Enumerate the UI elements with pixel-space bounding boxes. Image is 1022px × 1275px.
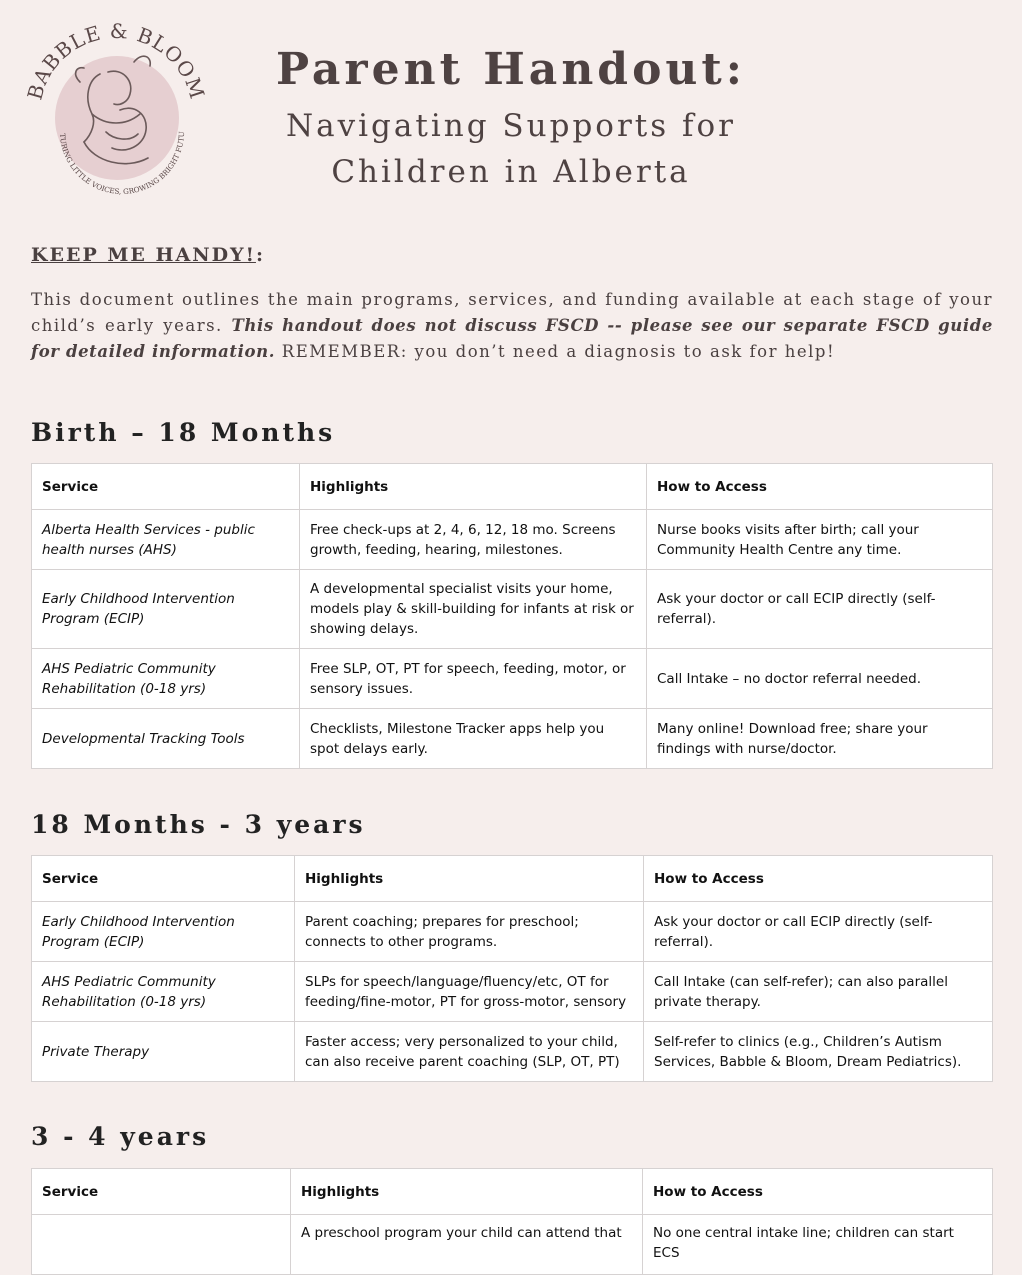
cell-highlights: Free SLP, OT, PT for speech, feeding, motor, or sensory issues. [300,649,647,709]
logo [22,22,212,207]
keep-label: KEEP ME HANDY! [31,244,256,266]
col-header-access: How to Access [647,464,993,510]
cell-highlights: Checklists, Milestone Tracker apps help you spot delays early. [300,709,647,769]
table-row [32,962,993,1022]
table-row [32,570,993,649]
cell-service: Alberta Health Services - public health nurses (AHS) [32,510,300,570]
col-header-service: Service [32,1169,291,1215]
col-header-highlights: Highlights [300,464,647,510]
cell-highlights: SLPs for speech/language/fluency/etc, OT for feeding/fine-motor, PT for gross-motor, sensory [295,962,644,1022]
cell-highlights: A developmental specialist visits your home, models play & skill-building for infants at risk or showing delays. [300,570,647,649]
cell-service: Developmental Tracking Tools [32,709,300,769]
col-header-highlights: Highlights [291,1169,643,1215]
intro-bold-note: This handout does not discuss FSCD -- please see our separate FSCD guide for detailed information. [31,316,993,361]
cell-access: Call Intake (can self-refer); can also parallel private therapy. [644,962,993,1022]
table-row [32,709,993,769]
cell-service: Early Childhood Intervention Program (ECIP) [32,902,295,962]
logo-tagline: TURING LITTLE VOICES, GROWING BRIGHT FUTU [57,131,187,197]
services-table-18mo-3yr [31,855,993,1082]
services-table-3-4yr [31,1168,993,1275]
logo-emblem [22,22,212,207]
cell-access: Self-refer to clinics (e.g., Children’s Autism Services, Babble & Bloom, Dream Pediatrics). [644,1022,993,1082]
col-header-access: How to Access [644,856,993,902]
col-header-highlights: Highlights [295,856,644,902]
cell-service [32,1215,291,1275]
cell-access: No one central intake line; children can start ECS [643,1215,993,1275]
section-title-18mo-3yr: 18 Months - 3 years [31,810,366,839]
cell-access: Ask your doctor or call ECIP directly (self-referral). [647,570,993,649]
cell-access: Call Intake – no doctor referral needed. [647,649,993,709]
cell-access: Nurse books visits after birth; call your Community Health Centre any time. [647,510,993,570]
col-header-service: Service [32,856,295,902]
intro-text-2: REMEMBER: you don’t need a diagnosis to ask for help! [275,342,836,361]
table-row [32,1215,993,1275]
cell-highlights: Faster access; very personalized to your child, can also receive parent coaching (SLP, OT, PT) [295,1022,644,1082]
section-title-3-4yr: 3 - 4 years [31,1122,210,1151]
logo-brand: BABBLE & BLOOM [22,22,210,103]
intro-text-1: This document outlines the main programs, services, and funding available at each stage of your child’s early years. [31,290,993,335]
table-row [32,902,993,962]
table-header-row [32,1169,993,1215]
subtitle-line-1: Navigating Supports for [286,108,736,144]
cell-highlights: Free check-ups at 2, 4, 6, 12, 18 mo. Screens growth, feeding, hearing, milestones. [300,510,647,570]
keep-me-handy-heading [31,244,265,266]
section-title-birth-18mo: Birth – 18 Months [31,418,336,447]
table-header-row [32,856,993,902]
cell-access: Ask your doctor or call ECIP directly (self-referral). [644,902,993,962]
page-title: Parent Handout: [276,44,746,95]
cell-service: AHS Pediatric Community Rehabilitation (0-18 yrs) [32,962,295,1022]
cell-highlights: Parent coaching; prepares for preschool; connects to other programs. [295,902,644,962]
subtitle-line-2: Children in Alberta [331,154,691,190]
cell-highlights: A preschool program your child can attend that [291,1215,643,1275]
col-header-service: Service [32,464,300,510]
intro-paragraph [31,287,993,365]
cell-access: Many online! Download free; share your findings with nurse/doctor. [647,709,993,769]
cell-service: Private Therapy [32,1022,295,1082]
col-header-access: How to Access [643,1169,993,1215]
page-header [210,44,812,195]
page-subtitle [210,103,812,195]
services-table-birth-18mo [31,463,993,769]
table-row [32,649,993,709]
cell-service: Early Childhood Intervention Program (ECIP) [32,570,300,649]
cell-service: AHS Pediatric Community Rehabilitation (0-18 yrs) [32,649,300,709]
table-header-row [32,464,993,510]
keep-suffix: : [255,244,265,266]
table-row [32,1022,993,1082]
table-row [32,510,993,570]
